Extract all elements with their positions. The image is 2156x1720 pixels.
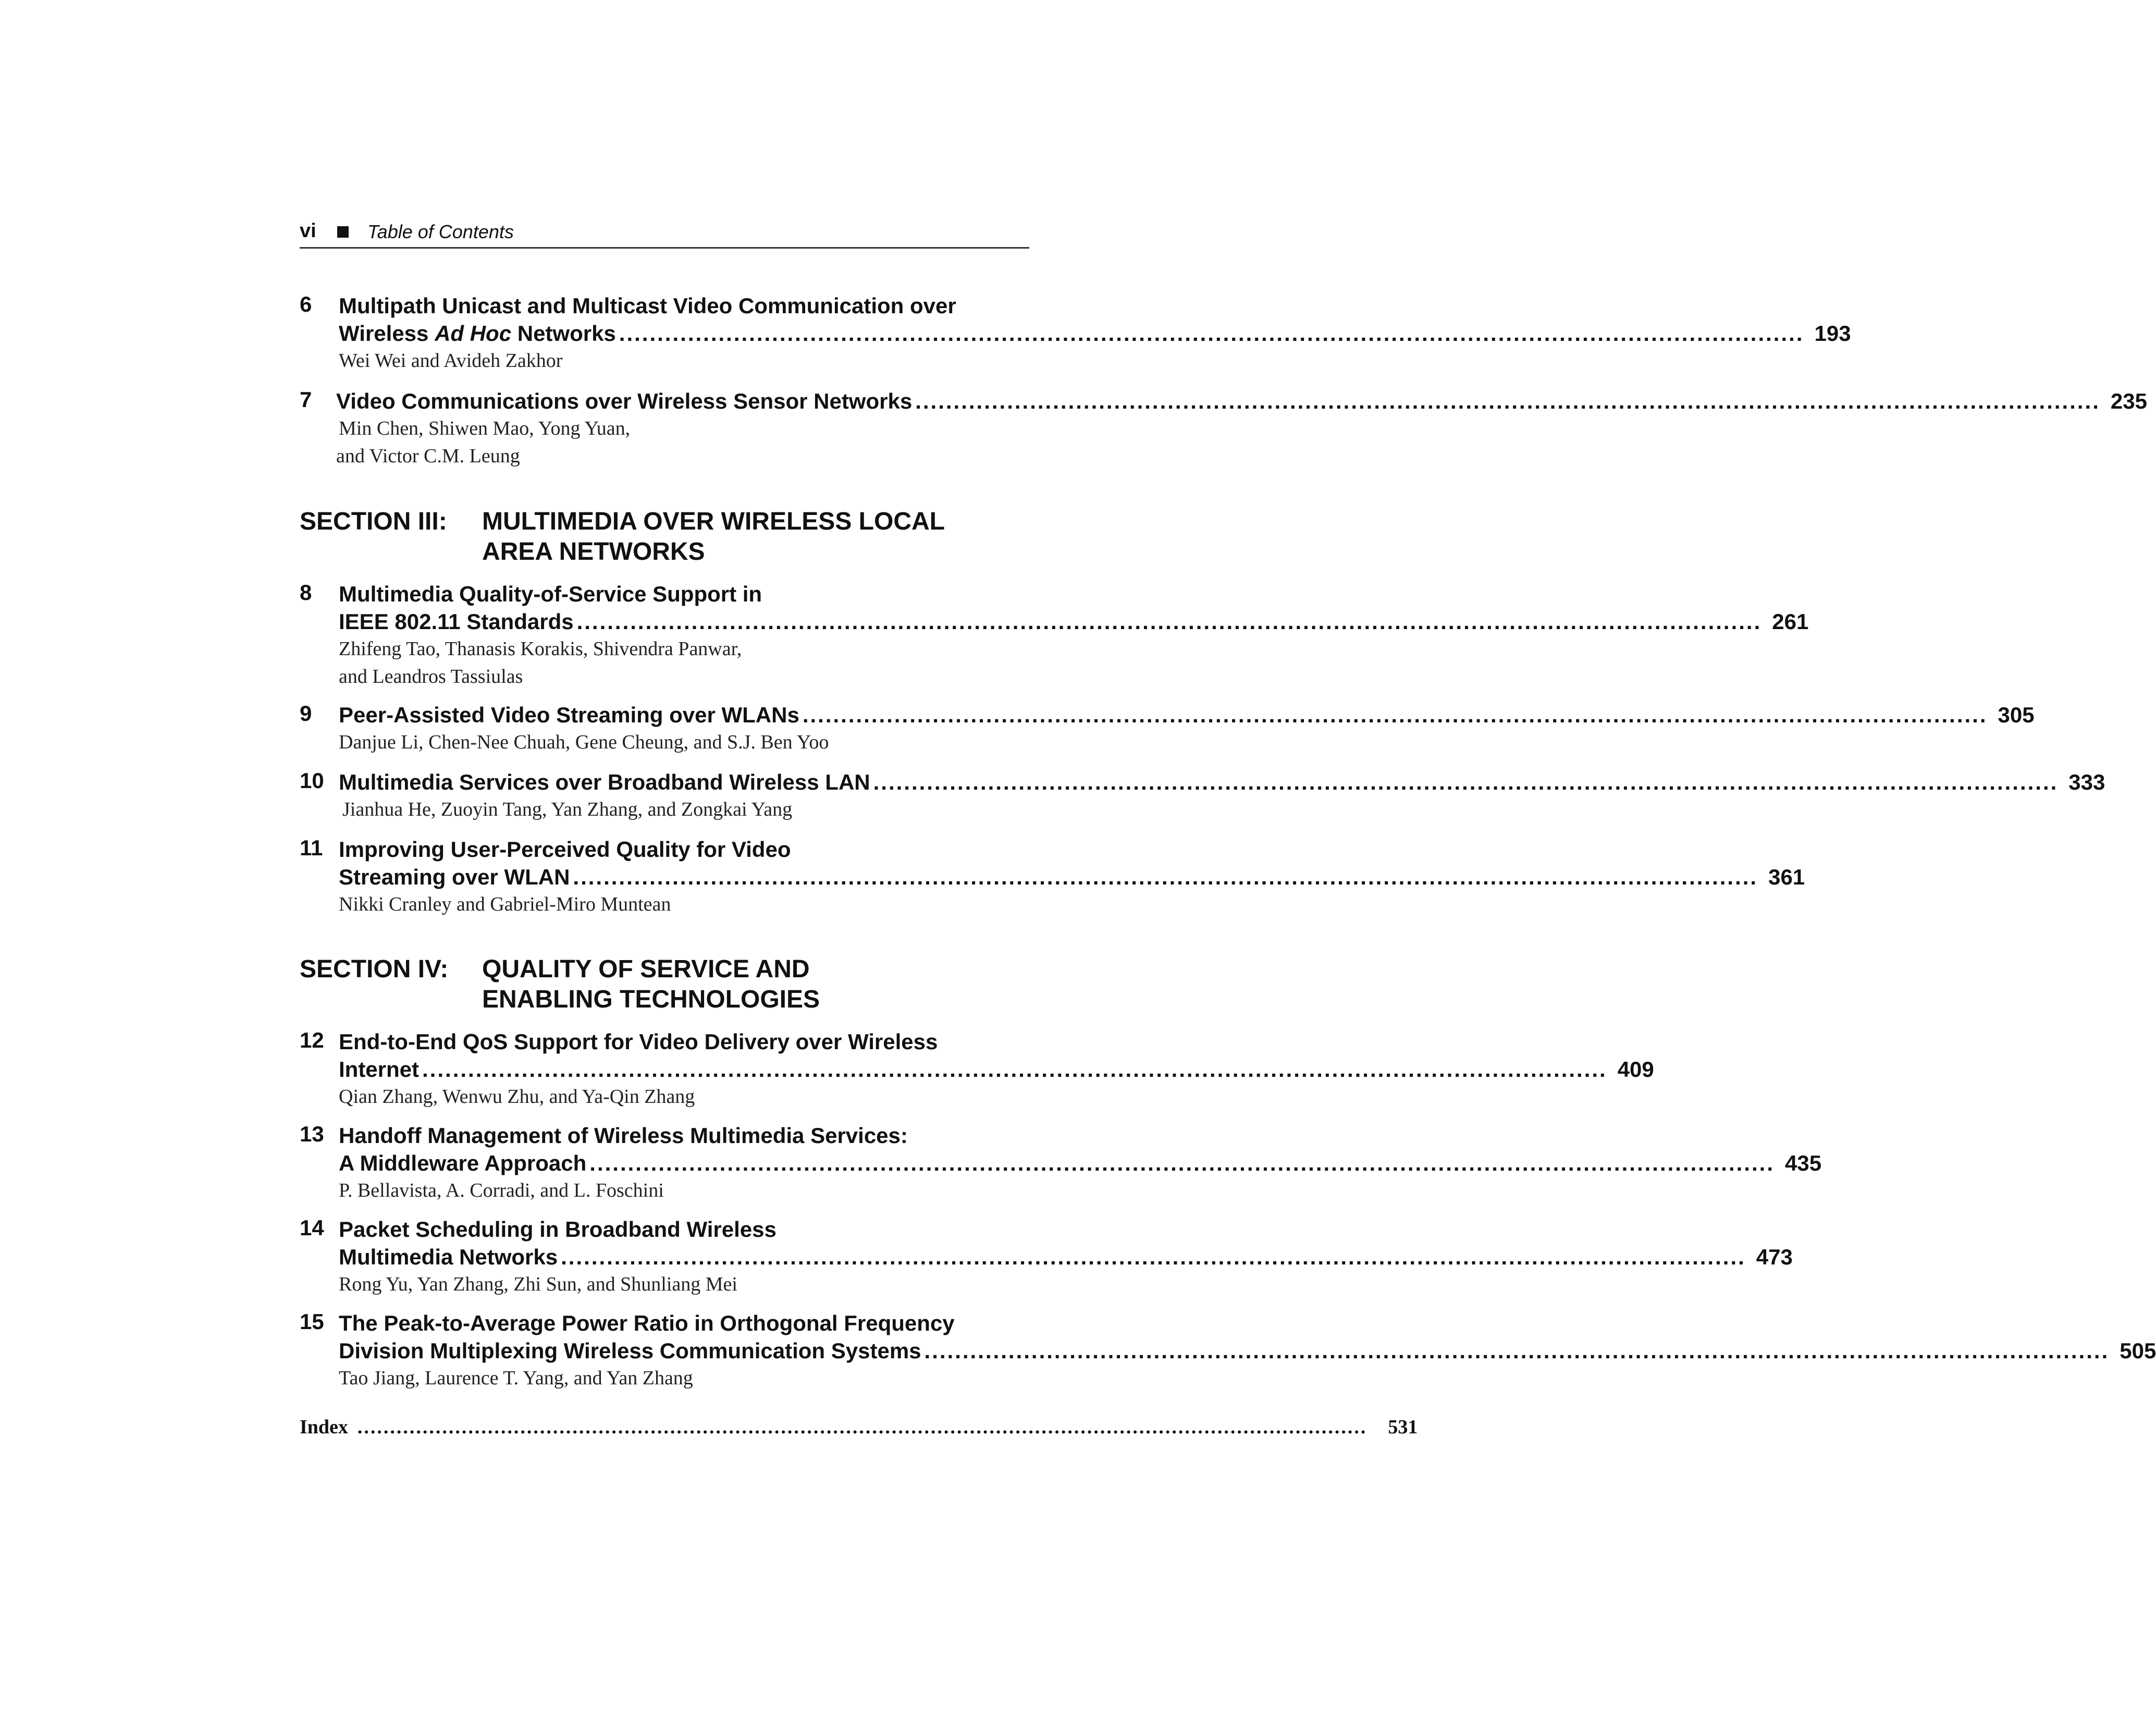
dot-leader: ...........................................................................................................................................................: [589, 1151, 1775, 1175]
page-ref: 305: [1998, 703, 2035, 727]
chapter-authors: Rong Yu, Yan Zhang, Zhi Sun, and Shunliang Mei: [339, 1273, 737, 1295]
chapter-number: 11: [300, 836, 323, 860]
chapter-title[interactable]: [339, 580, 1809, 635]
chapter-number: 10: [300, 768, 324, 793]
chapter-number: 6: [300, 292, 312, 316]
chapter-title-line: Improving User-Perceived Quality for Video: [339, 837, 791, 862]
square-bullet-icon: [337, 226, 349, 238]
chapter-authors: Min Chen, Shiwen Mao, Yong Yuan, and Victor C.M. Leung: [336, 417, 631, 467]
chapter-title[interactable]: [339, 701, 2035, 729]
running-title: Table of Contents: [367, 221, 514, 242]
chapter-number: 14: [300, 1215, 324, 1240]
page-ref: 193: [1814, 321, 1851, 346]
chapter-title-line: Handoff Management of Wireless Multimedia Services:: [339, 1123, 908, 1148]
chapter-title[interactable]: [339, 292, 1851, 347]
dot-leader: ...........................................................................................................................................................: [573, 865, 1758, 889]
chapter-number: 12: [300, 1028, 324, 1052]
chapter-title[interactable]: [339, 1215, 1793, 1271]
page-ref: 531: [1388, 1416, 1418, 1438]
toc-entry-index[interactable]: [300, 1416, 1418, 1439]
section-name: MULTIMEDIA OVER WIRELESS LOCAL AREA NETWORKS: [482, 508, 945, 566]
dot-leader: ...........................................................................................................................................................: [802, 703, 1988, 727]
chapter-title-line: Peer-Assisted Video Streaming over WLANs: [339, 703, 799, 727]
chapter-number: 9: [300, 701, 312, 726]
section-name: QUALITY OF SERVICE AND ENABLING TECHNOLOGIES: [482, 955, 820, 1013]
chapter-authors: P. Bellavista, A. Corradi, and L. Foschini: [339, 1180, 664, 1201]
chapter-authors: Qian Zhang, Wenwu Zhu, and Ya-Qin Zhang: [339, 1086, 695, 1108]
chapter-number: 13: [300, 1122, 324, 1146]
page-ref: 473: [1756, 1245, 1793, 1269]
page-ref: 333: [2068, 770, 2105, 794]
chapter-title-line: Packet Scheduling in Broadband Wireless: [339, 1217, 777, 1242]
chapter-title[interactable]: [339, 1122, 1822, 1177]
dot-leader: ...........................................................................................................................................................: [422, 1057, 1607, 1082]
dot-leader: ...........................................................................................................................................................: [873, 770, 2059, 794]
index-label: Index: [300, 1416, 348, 1438]
chapter-title-line: Division Multiplexing Wireless Communication Systems: [339, 1338, 921, 1363]
chapter-authors: Tao Jiang, Laurence T. Yang, and Yan Zhang: [339, 1367, 693, 1389]
chapter-title-line: Wireless Ad Hoc Networks: [339, 321, 616, 346]
chapter-authors: Jianhua He, Zuoyin Tang, Yan Zhang, and Zongkai Yang: [342, 798, 793, 820]
dot-leader: ...........................................................................................................................................................: [357, 1416, 1367, 1438]
chapter-authors: Danjue Li, Chen-Nee Chuah, Gene Cheung, and S.J. Ben Yoo: [339, 731, 829, 753]
dot-leader: ...........................................................................................................................................................: [915, 389, 2100, 413]
chapter-title-line: Multipath Unicast and Multicast Video Communication over: [339, 293, 956, 318]
chapter-number: 15: [300, 1309, 324, 1334]
chapter-title-line: Multimedia Services over Broadband Wireless LAN: [339, 770, 870, 794]
chapter-title-line: IEEE 802.11 Standards: [339, 609, 574, 634]
running-header: [300, 218, 1029, 249]
dot-leader: ...........................................................................................................................................................: [924, 1338, 2110, 1363]
chapter-title-line: Internet: [339, 1057, 420, 1082]
page-ref: 361: [1768, 865, 1805, 889]
section-label: SECTION III:: [300, 508, 447, 535]
chapter-title-line: Video Communications over Wireless Sensor Networks: [336, 389, 913, 413]
chapter-title-line: Multimedia Networks: [339, 1245, 558, 1269]
dot-leader: ...........................................................................................................................................................: [576, 609, 1762, 634]
page-ref: 435: [1784, 1151, 1822, 1175]
page-ref: 261: [1772, 609, 1809, 634]
section-label: SECTION IV:: [300, 955, 449, 983]
chapter-authors: Wei Wei and Avideh Zakhor: [339, 350, 563, 372]
chapter-title-line: A Middleware Approach: [339, 1151, 587, 1175]
chapter-authors: Nikki Cranley and Gabriel-Miro Muntean: [339, 893, 671, 915]
dot-leader: ...........................................................................................................................................................: [619, 321, 1804, 346]
chapter-title-line: The Peak-to-Average Power Ratio in Orthogonal Frequency: [339, 1311, 955, 1335]
chapter-authors: Zhifeng Tao, Thanasis Korakis, Shivendra Panwar, and Leandros Tassiulas: [339, 638, 742, 687]
page-ref: 235: [2110, 389, 2147, 413]
chapter-number: 7: [300, 387, 312, 412]
dot-leader: ...........................................................................................................................................................: [561, 1245, 1746, 1269]
chapter-title[interactable]: [339, 1309, 2156, 1365]
chapter-title-line: Streaming over WLAN: [339, 865, 570, 889]
chapter-title-line: Multimedia Quality-of-Service Support in: [339, 582, 762, 606]
page-ref: 409: [1617, 1057, 1654, 1082]
chapter-title[interactable]: [336, 387, 2147, 415]
chapter-title[interactable]: [339, 1028, 1654, 1083]
page-ref: 505: [2120, 1338, 2156, 1363]
page-number: vi: [300, 220, 316, 242]
chapter-number: 8: [300, 580, 312, 605]
chapter-title-line: End-to-End QoS Support for Video Delivery over Wireless: [339, 1029, 938, 1054]
chapter-title[interactable]: [339, 836, 1805, 891]
chapter-title[interactable]: [339, 768, 2105, 796]
